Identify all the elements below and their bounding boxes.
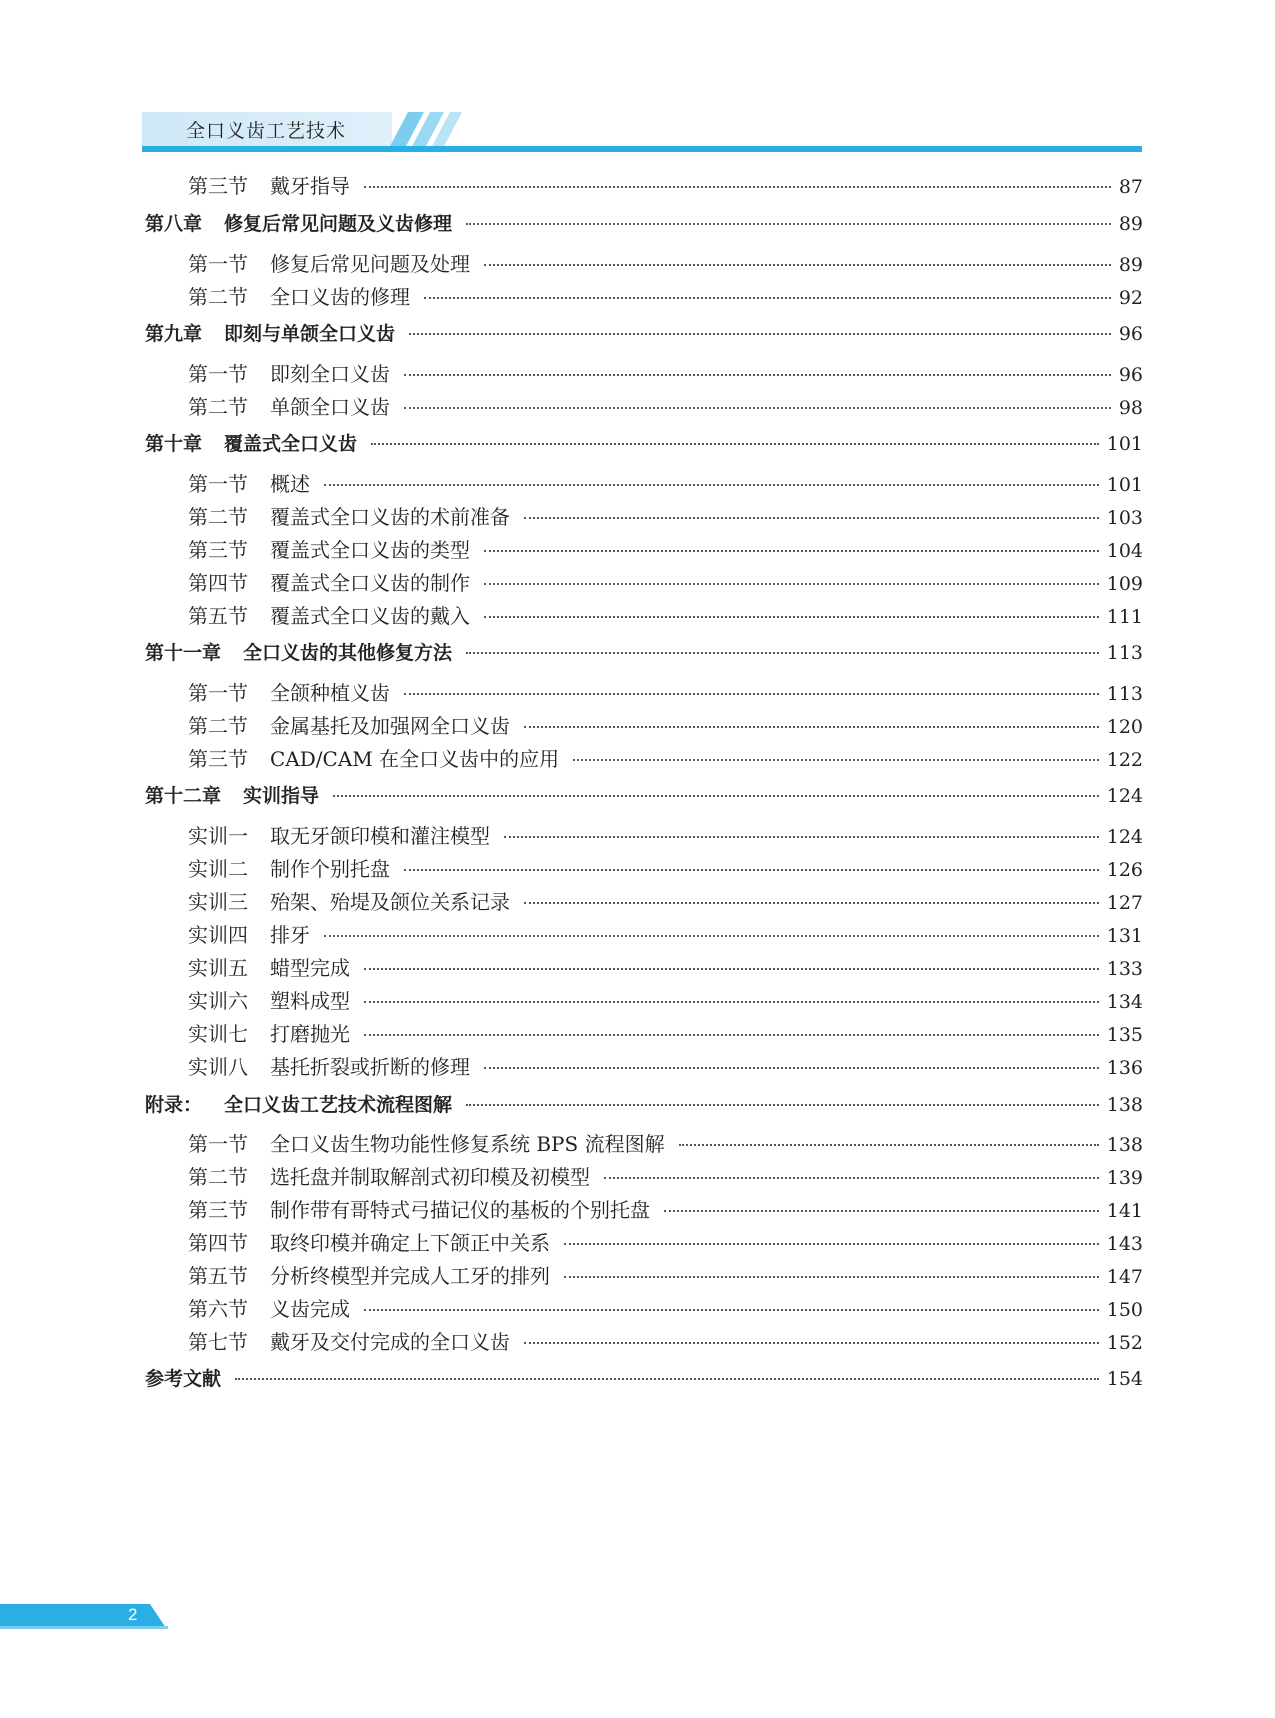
toc-entry-title: 覆盖式全口义齿的类型 (270, 538, 470, 562)
running-header (142, 108, 1142, 150)
toc-page-number: 127 (1106, 892, 1143, 914)
toc-entry-label: 第六节 (188, 1297, 248, 1321)
toc-entry-title: 实训指导 (243, 785, 320, 807)
toc-page-number: 124 (1106, 785, 1143, 807)
toc-page-number: 138 (1106, 1094, 1143, 1116)
toc-entry-title: 金属基托及加强网全口义齿 (270, 714, 510, 738)
toc-page-number: 138 (1106, 1134, 1143, 1156)
dot-leader (564, 1242, 1099, 1245)
toc-entry-title: 取终印模并确定上下颌正中关系 (270, 1231, 550, 1255)
toc-entry-title: 蜡型完成 (270, 956, 350, 980)
toc-entry-label: 第五节 (188, 1264, 248, 1288)
toc-entry-label: 第三节 (188, 1198, 248, 1222)
toc-section-row[interactable] (188, 248, 1143, 278)
toc-entry-title: 戴牙指导 (270, 174, 350, 198)
toc-section-row[interactable] (188, 1161, 1143, 1191)
dot-leader (484, 615, 1099, 618)
toc-page-number: 139 (1106, 1167, 1143, 1189)
toc-section-row[interactable] (188, 985, 1143, 1015)
toc-page-number: 120 (1106, 716, 1143, 738)
toc-entry-title: 覆盖式全口义齿的术前准备 (270, 505, 510, 529)
dot-leader (364, 1000, 1099, 1003)
dot-leader (324, 934, 1099, 937)
toc-entry-label: 实训三 (188, 890, 248, 914)
dot-leader (484, 1066, 1099, 1069)
toc-entry-label: 第二节 (188, 1165, 248, 1189)
toc-page-number: 111 (1106, 606, 1143, 628)
toc-entry-title: 全口义齿工艺技术流程图解 (224, 1094, 453, 1116)
dot-leader (564, 1275, 1099, 1278)
toc-entry-title: 基托折裂或折断的修理 (270, 1055, 470, 1079)
toc-entry-label: 第十章 (145, 433, 203, 455)
toc-page-number: 150 (1106, 1299, 1143, 1321)
toc-entry-title: 覆盖式全口义齿的制作 (270, 571, 470, 595)
toc-entry-label: 实训五 (188, 956, 248, 980)
toc-section-row[interactable] (188, 853, 1143, 883)
toc-entry-title: 排牙 (270, 923, 310, 947)
toc-chapter-row[interactable] (145, 319, 1143, 349)
dot-leader (484, 263, 1111, 266)
toc-section-row[interactable] (188, 281, 1143, 311)
toc-entry-title: 戴牙及交付完成的全口义齿 (270, 1330, 510, 1354)
dot-leader (235, 1377, 1099, 1380)
dot-leader (466, 222, 1111, 225)
toc-entry-title: 制作个别托盘 (270, 857, 390, 881)
toc-page-number: 136 (1106, 1057, 1143, 1079)
toc-section-row[interactable] (188, 1293, 1143, 1323)
toc-section-row[interactable] (188, 820, 1143, 850)
toc-page-number: 109 (1106, 573, 1143, 595)
toc-page-number: 101 (1106, 433, 1143, 455)
toc-entry-title: 即刻与单颌全口义齿 (224, 323, 396, 345)
toc-page-number: 143 (1106, 1233, 1143, 1255)
toc-entry-title: 分析终模型并完成人工牙的排列 (270, 1264, 550, 1288)
toc-page-number: 133 (1106, 958, 1143, 980)
toc-page-number: 89 (1118, 213, 1143, 235)
toc-entry-title: CAD/CAM 在全口义齿中的应用 (270, 747, 560, 771)
toc-entry-title: 覆盖式全口义齿的戴入 (270, 604, 470, 628)
toc-entry-title: 全口义齿的修理 (270, 285, 410, 309)
dot-leader (679, 1143, 1099, 1146)
dot-leader (484, 582, 1099, 585)
toc-entry-label: 第八章 (145, 213, 203, 235)
dot-leader (524, 901, 1099, 904)
toc-entry-label: 第七节 (188, 1330, 248, 1354)
toc-entry-label: 第四节 (188, 571, 248, 595)
toc-section-row[interactable] (188, 677, 1143, 707)
dot-leader (404, 868, 1099, 871)
dot-leader (524, 725, 1099, 728)
toc-entry-label: 参考文献 (145, 1368, 222, 1390)
toc-chapter-row[interactable] (145, 1090, 1143, 1120)
toc-section-row[interactable] (188, 743, 1143, 773)
dot-leader (364, 967, 1099, 970)
toc-section-row[interactable] (188, 358, 1143, 388)
dot-leader (364, 185, 1111, 188)
toc-page-number: 134 (1106, 991, 1143, 1013)
dot-leader (524, 1341, 1099, 1344)
toc-page-number: 103 (1106, 507, 1143, 529)
toc-entry-label: 实训四 (188, 923, 248, 947)
toc-page-number: 135 (1106, 1024, 1143, 1046)
toc-section-row[interactable] (188, 952, 1143, 982)
dot-leader (504, 835, 1099, 838)
toc-entry-title: 全口义齿生物功能性修复系统 BPS 流程图解 (270, 1132, 665, 1156)
toc-entry-title: 修复后常见问题及处理 (270, 252, 470, 276)
dot-leader (484, 549, 1099, 552)
toc-entry-label: 第一节 (188, 1132, 248, 1156)
toc-section-row[interactable] (188, 567, 1143, 597)
toc-chapter-row[interactable] (145, 638, 1143, 668)
toc-page-number: 124 (1106, 826, 1143, 848)
toc-page-number: 89 (1118, 254, 1143, 276)
dot-leader (404, 373, 1111, 376)
toc-entry-label: 实训六 (188, 989, 248, 1013)
dot-leader (466, 651, 1099, 654)
toc-entry-label: 第二节 (188, 395, 248, 419)
toc-page-number: 122 (1106, 749, 1143, 771)
toc-section-row[interactable] (188, 1051, 1143, 1081)
dot-leader (664, 1209, 1099, 1212)
toc-page-number: 104 (1106, 540, 1143, 562)
dot-leader (371, 442, 1099, 445)
toc-entry-title: 取无牙颌印模和灌注模型 (270, 824, 490, 848)
toc-entry-title: 制作带有哥特式弓描记仪的基板的个别托盘 (270, 1198, 650, 1222)
toc-page-number: 96 (1118, 323, 1143, 345)
toc-entry-title: 殆架、殆堤及颌位关系记录 (270, 890, 510, 914)
toc-page-number: 141 (1106, 1200, 1143, 1222)
toc-section-row[interactable] (188, 534, 1143, 564)
page-number-tab (0, 1604, 170, 1630)
toc-entry-label: 第五节 (188, 604, 248, 628)
toc-entry-label: 第三节 (188, 174, 248, 198)
toc-section-row[interactable] (188, 391, 1143, 421)
toc-entry-label: 实训八 (188, 1055, 248, 1079)
dot-leader (333, 794, 1099, 797)
toc-chapter-row[interactable] (145, 429, 1143, 459)
toc-entry-title: 塑料成型 (270, 989, 350, 1013)
toc-entry-title: 即刻全口义齿 (270, 362, 390, 386)
toc-entry-title: 单颌全口义齿 (270, 395, 390, 419)
toc-page-number: 152 (1106, 1332, 1143, 1354)
toc-section-row[interactable] (188, 600, 1143, 630)
toc-entry-title: 义齿完成 (270, 1297, 350, 1321)
toc-entry-label: 实训二 (188, 857, 248, 881)
toc-section-row[interactable] (188, 1260, 1143, 1290)
dot-leader (573, 758, 1099, 761)
book-title: 全口义齿工艺技术 (186, 120, 347, 142)
toc-section-row[interactable] (188, 886, 1143, 916)
dot-leader (364, 1033, 1099, 1036)
toc-page-number: 113 (1106, 642, 1143, 664)
header-stripes-decoration (366, 112, 506, 150)
dot-leader (524, 516, 1099, 519)
toc-page-number: 98 (1118, 397, 1143, 419)
dot-leader (424, 296, 1111, 299)
toc-chapter-row[interactable] (145, 209, 1143, 239)
toc-entry-label: 实训七 (188, 1022, 248, 1046)
toc-entry-label: 第十一章 (145, 642, 222, 664)
dot-leader (324, 483, 1099, 486)
toc-entry-label: 第二节 (188, 505, 248, 529)
toc-entry-label: 第九章 (145, 323, 203, 345)
dot-leader (604, 1176, 1099, 1179)
page-number: 2 (128, 1605, 138, 1624)
toc-entry-title: 选托盘并制取解剖式初印模及初模型 (270, 1165, 590, 1189)
toc-entry-label: 第四节 (188, 1231, 248, 1255)
toc-entry-label: 第三节 (188, 747, 248, 771)
toc-section-row[interactable] (188, 1018, 1143, 1048)
toc-entry-label: 第二节 (188, 714, 248, 738)
toc-page-number: 101 (1106, 474, 1143, 496)
dot-leader (466, 1103, 1099, 1106)
toc-entry-label: 第一节 (188, 681, 248, 705)
toc-chapter-row[interactable] (145, 781, 1143, 811)
toc-entry-label: 第一节 (188, 252, 248, 276)
dot-leader (404, 406, 1111, 409)
toc-section-row[interactable] (188, 1194, 1143, 1224)
toc-chapter-row[interactable] (145, 1364, 1143, 1394)
toc-page-number: 96 (1118, 364, 1143, 386)
toc-section-row[interactable] (188, 170, 1143, 200)
dot-leader (364, 1308, 1099, 1311)
toc-page-number: 92 (1118, 287, 1143, 309)
toc-entry-label: 第二节 (188, 285, 248, 309)
toc-page-number: 154 (1106, 1368, 1143, 1390)
dot-leader (409, 332, 1111, 335)
dot-leader (404, 692, 1099, 695)
toc-section-row[interactable] (188, 710, 1143, 740)
toc-section-row[interactable] (188, 919, 1143, 949)
toc-section-row[interactable] (188, 1227, 1143, 1257)
toc-entry-title: 打磨抛光 (270, 1022, 350, 1046)
toc-section-row[interactable] (188, 1128, 1143, 1158)
toc-page-number: 126 (1106, 859, 1143, 881)
toc-entry-title: 全颌种植义齿 (270, 681, 390, 705)
toc-page-number: 113 (1106, 683, 1143, 705)
toc-entry-label: 第十二章 (145, 785, 222, 807)
toc-entry-label: 第一节 (188, 472, 248, 496)
toc-entry-label: 实训一 (188, 824, 248, 848)
header-rule (142, 146, 1142, 152)
toc-page-number: 87 (1118, 176, 1143, 198)
toc-entry-label: 第一节 (188, 362, 248, 386)
toc-section-row[interactable] (188, 1326, 1143, 1356)
toc-page-number: 147 (1106, 1266, 1143, 1288)
toc-entry-title: 全口义齿的其他修复方法 (243, 642, 453, 664)
toc-section-row[interactable] (188, 501, 1143, 531)
toc-entry-label: 第三节 (188, 538, 248, 562)
toc-section-row[interactable] (188, 468, 1143, 498)
toc-entry-label: 附录： (145, 1094, 203, 1116)
toc-entry-title: 概述 (270, 472, 310, 496)
toc-entry-title: 覆盖式全口义齿 (224, 433, 358, 455)
toc-entry-title: 修复后常见问题及义齿修理 (224, 213, 453, 235)
toc-page-number: 131 (1106, 925, 1143, 947)
